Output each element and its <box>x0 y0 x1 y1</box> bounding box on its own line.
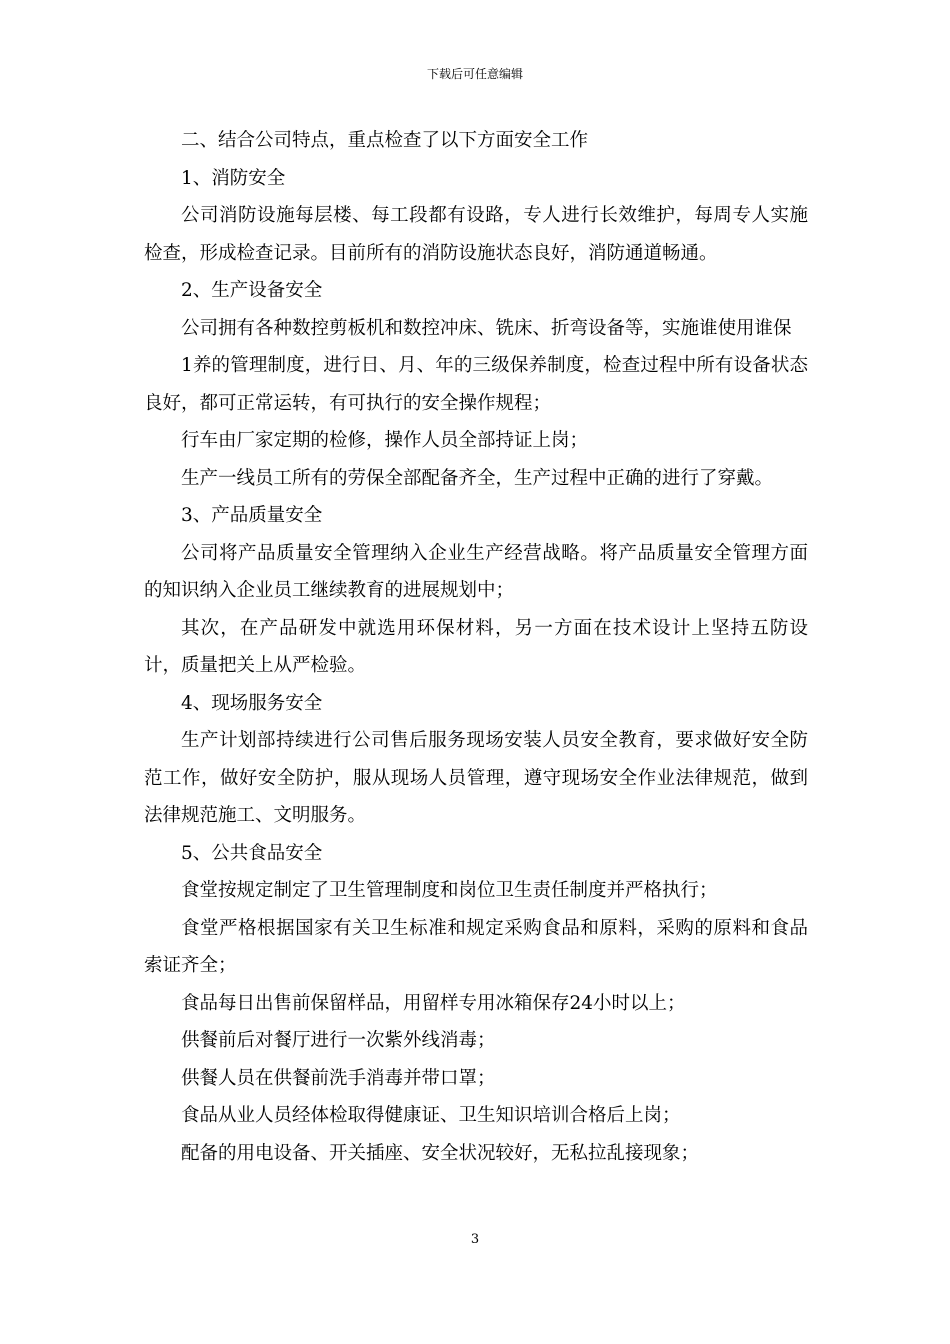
paragraph: 配备的用电设备、开关插座、安全状况较好，无私拉乱接现象； <box>181 1142 700 1164</box>
paragraph: 行车由厂家定期的检修，操作人员全部持证上岗； <box>181 430 589 451</box>
page-number: 3 <box>470 1232 480 1247</box>
paragraph: 供餐前后对餐厅进行一次紫外线消毒； <box>181 1030 496 1051</box>
paragraph: 其次，在产品研发中就选用环保材料，另一方面在技术设计上坚持五防设计，质量把关上从严检验。 <box>144 617 808 676</box>
subsection-heading-onsite-service: 4、现场服务安全 <box>181 692 323 714</box>
paragraph: 公司拥有各种数控剪板机和数控冲床、铣床、折弯设备等，实施谁使用谁保 <box>181 317 792 339</box>
subsection-heading-food-safety: 5、公共食品安全 <box>181 842 323 864</box>
paragraph: 生产一线员工所有的劳保全部配备齐全，生产过程中正确的进行了穿戴。 <box>181 467 774 489</box>
paragraph: 1养的管理制度，进行日、月、年的三级保养制度，检查过程中所有设备状态良好，都可正常运转，有可执行的安全操作规程； <box>144 355 808 414</box>
paragraph: 生产计划部持续进行公司售后服务现场安装人员安全教育，要求做好安全防范工作，做好安全防护，服从现场人员管理，遵守现场安全作业法律规范，做到法律规范施工、文明服务。 <box>144 730 808 826</box>
paragraph: 食品从业人员经体检取得健康证、卫生知识培训合格后上岗； <box>181 1105 681 1126</box>
section-heading: 二、结合公司特点，重点检查了以下方面安全工作 <box>181 130 589 151</box>
document-body <box>144 122 808 1172</box>
paragraph: 食品每日出售前保留样品，用留样专用冰箱保存24小时以上； <box>181 992 686 1014</box>
subsection-heading-fire-safety: 1、消防安全 <box>181 167 286 189</box>
paragraph: 公司将产品质量安全管理纳入企业生产经营战略。将产品质量安全管理方面的知识纳入企业员工继续教育的进展规划中； <box>144 542 808 601</box>
paragraph: 食堂按规定制定了卫生管理制度和岗位卫生责任制度并严格执行； <box>181 880 718 901</box>
subsection-heading-product-quality: 3、产品质量安全 <box>181 505 323 526</box>
paragraph: 食堂严格根据国家有关卫生标准和规定采购食品和原料，采购的原料和食品索证齐全； <box>144 917 808 976</box>
paragraph: 公司消防设施每层楼、每工段都有设路，专人进行长效维护，每周专人实施检查，形成检查记录。目前所有的消防设施状态良好，消防通道畅通。 <box>144 205 808 264</box>
subsection-heading-equipment-safety: 2、生产设备安全 <box>181 280 323 301</box>
paragraph: 供餐人员在供餐前洗手消毒并带口罩； <box>181 1067 496 1089</box>
page-header: 下载后可任意编辑 <box>426 67 523 81</box>
